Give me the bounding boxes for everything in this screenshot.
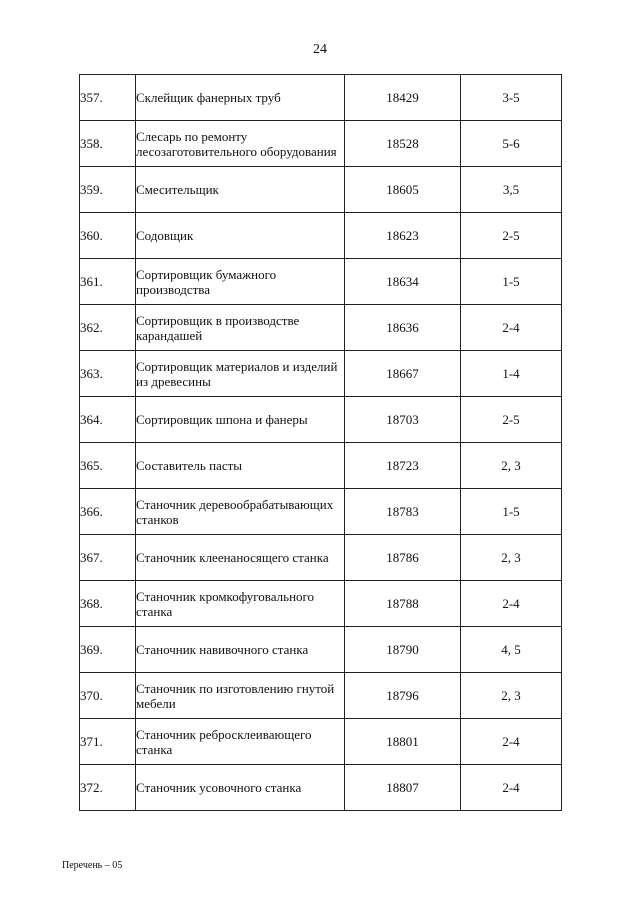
profession-name: Станочник клеенаносящего станка	[136, 535, 345, 581]
grade-range: 1-4	[461, 351, 562, 397]
row-number: 361.	[80, 259, 136, 305]
grade-range: 3,5	[461, 167, 562, 213]
profession-name: Смесительщик	[136, 167, 345, 213]
grade-range: 4, 5	[461, 627, 562, 673]
profession-name: Станочник по изготовлению гнутой мебели	[136, 673, 345, 719]
row-number: 370.	[80, 673, 136, 719]
profession-code: 18703	[345, 397, 461, 443]
profession-name: Станочник деревообрабатывающих станков	[136, 489, 345, 535]
row-number: 363.	[80, 351, 136, 397]
row-number: 359.	[80, 167, 136, 213]
profession-code: 18605	[345, 167, 461, 213]
document-footer: Перечень – 05	[62, 860, 123, 871]
grade-range: 1-5	[461, 489, 562, 535]
row-number: 371.	[80, 719, 136, 765]
table-row	[80, 673, 562, 719]
table-row	[80, 443, 562, 489]
profession-name: Сортировщик материалов и изделий из древесины	[136, 351, 345, 397]
grade-range: 2-5	[461, 213, 562, 259]
profession-name: Составитель пасты	[136, 443, 345, 489]
table-row	[80, 305, 562, 351]
row-number: 372.	[80, 765, 136, 811]
profession-code: 18429	[345, 75, 461, 121]
profession-code: 18801	[345, 719, 461, 765]
row-number: 369.	[80, 627, 136, 673]
row-number: 358.	[80, 121, 136, 167]
table-row	[80, 627, 562, 673]
table-row	[80, 765, 562, 811]
profession-code: 18723	[345, 443, 461, 489]
profession-code: 18667	[345, 351, 461, 397]
profession-code: 18634	[345, 259, 461, 305]
profession-name: Сортировщик в производстве карандашей	[136, 305, 345, 351]
profession-name: Станочник кромкофуговального станка	[136, 581, 345, 627]
professions-table	[79, 74, 562, 811]
grade-range: 2-4	[461, 719, 562, 765]
grade-range: 3-5	[461, 75, 562, 121]
profession-code: 18783	[345, 489, 461, 535]
profession-code: 18790	[345, 627, 461, 673]
row-number: 365.	[80, 443, 136, 489]
grade-range: 2, 3	[461, 535, 562, 581]
grade-range: 2-5	[461, 397, 562, 443]
profession-code: 18796	[345, 673, 461, 719]
table-row	[80, 121, 562, 167]
row-number: 360.	[80, 213, 136, 259]
profession-name: Сортировщик бумажного производства	[136, 259, 345, 305]
profession-name: Станочник ребросклеивающего станка	[136, 719, 345, 765]
profession-code: 18528	[345, 121, 461, 167]
table-row	[80, 213, 562, 259]
table-row	[80, 351, 562, 397]
profession-name: Слесарь по ремонту лесозаготовительного оборудования	[136, 121, 345, 167]
profession-name: Станочник навивочного станка	[136, 627, 345, 673]
row-number: 366.	[80, 489, 136, 535]
table-row	[80, 719, 562, 765]
grade-range: 5-6	[461, 121, 562, 167]
row-number: 362.	[80, 305, 136, 351]
profession-name: Содовщик	[136, 213, 345, 259]
grade-range: 2-4	[461, 765, 562, 811]
grade-range: 1-5	[461, 259, 562, 305]
row-number: 368.	[80, 581, 136, 627]
grade-range: 2-4	[461, 581, 562, 627]
profession-name: Склейщик фанерных труб	[136, 75, 345, 121]
grade-range: 2-4	[461, 305, 562, 351]
row-number: 367.	[80, 535, 136, 581]
profession-code: 18786	[345, 535, 461, 581]
table-row	[80, 535, 562, 581]
table-row	[80, 397, 562, 443]
table-row	[80, 489, 562, 535]
table-row	[80, 167, 562, 213]
table-row	[80, 581, 562, 627]
row-number: 357.	[80, 75, 136, 121]
profession-code: 18636	[345, 305, 461, 351]
grade-range: 2, 3	[461, 443, 562, 489]
page-number: 24	[313, 42, 327, 57]
profession-code: 18623	[345, 213, 461, 259]
table-row	[80, 259, 562, 305]
profession-code: 18788	[345, 581, 461, 627]
profession-name: Станочник усовочного станка	[136, 765, 345, 811]
table-row	[80, 75, 562, 121]
row-number: 364.	[80, 397, 136, 443]
profession-code: 18807	[345, 765, 461, 811]
profession-name: Сортировщик шпона и фанеры	[136, 397, 345, 443]
grade-range: 2, 3	[461, 673, 562, 719]
